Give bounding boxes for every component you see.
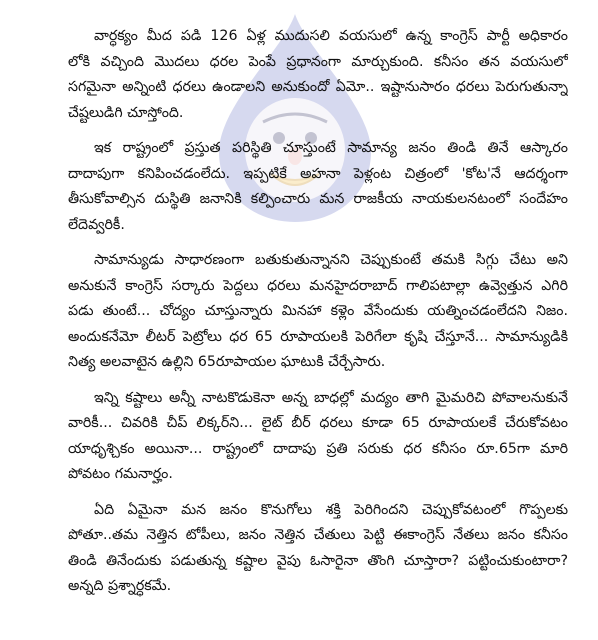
text-line: పోవటం గమనార్హం. — [68, 466, 173, 482]
text-line: తీసుకోవాల్సిన దుస్థితి జనానికి కల్పించారు మన రాజకీయ నాయకులనటంలో సందేహం — [68, 191, 568, 207]
text-line: ఇక రాష్ట్రంలో ప్రస్తుత పరిస్థితి చూస్తుంటే సామాన్య జనం తిండి తినే ఆస్కారం — [94, 140, 568, 156]
paragraph-4 — [68, 386, 568, 488]
paragraph-2 — [68, 136, 568, 238]
text-line: లేదెవ్వరికీ. — [68, 216, 125, 233]
text-line: నిత్య అలవాటైన ఉల్లిని 65రూపాయల ఘాటుకి చేర్చేసారు. — [68, 354, 386, 370]
text-line: ఏది ఏమైనా మన జనం కొనుగోలు శక్తి పెరిగిందని చెప్పుకోవటంలో గొప్పలకు — [94, 501, 568, 518]
text-line: వారికీ... చివరికి చీప్ లిక్కర్‌ని... లైట్ బీర్ ధరలు కూడా 65 రూపాయలకే చేరుకోవటం — [68, 415, 568, 431]
text-line: వార్ధక్యం మీద పడి 126 ఏళ్ల ముదుసలి వయసులో ఉన్న కాంగ్రెస్ పార్టీ అధికారం — [94, 28, 568, 44]
paragraph-1 — [68, 24, 568, 126]
text-line: దాదాపుగా కనిపించడంలేదు. ఇప్పటికే అహనా పెళ్లంట చిత్రంలో 'కోట'నే ఆదర్శంగా — [68, 165, 568, 182]
paragraph-3 — [68, 248, 568, 376]
text-line: అనుకునే కాంగ్రెస్ సర్కారు పెద్దలు ధరలు మనహైదరాబాద్ గాలిపటాల్లా ఉవ్వెత్తున ఎగిరి — [68, 277, 568, 294]
text-line: యాధృశ్చికం అయినా... రాష్ట్రంలో దాదాపు ప్రతి సరుకు ధర కనీసం రూ.65గా మారి — [68, 440, 568, 457]
text-line: సగమైనా అన్నింటి ధరలు ఉండాలని అనుకుందో ఏమో.. ఇష్టానుసారం ధరలు పెరుగుతున్నా — [68, 79, 568, 95]
text-line: అన్నది ప్రశ్నార్ధకమే. — [68, 578, 172, 594]
article-body — [68, 24, 568, 610]
text-line: తిండి తినేందుకు పడుతున్న కష్టాల వైపు ఓసారైనా తొంగి చూస్తారా? పట్టించుకుంటారా? — [68, 552, 568, 569]
text-line: పోతూ..తమ నెత్తిన టోపీలు, జనం నెత్తిన చేతులు పెట్టి ఈకాంగ్రెస్ నేతలు జనం కనీసం — [68, 527, 568, 543]
text-line: పడు తుంటే... చోద్యం చూస్తున్నారు మినహా కళ్లెం వేసేందుకు యత్నించడంలేదని నిజం. — [68, 303, 568, 319]
text-line: సామాన్యుడు సాధారణంగా బతుకుతున్నానని చెప్పుకుంటే తమకి సిగ్గు చేటు అని — [94, 252, 568, 268]
paragraph-5 — [68, 498, 568, 600]
text-line: చేష్టలుడిగి చూస్తోంది. — [68, 104, 184, 121]
text-line: లోకి వచ్చింది మొదలు ధరల పెంపే ప్రధానంగా మార్చుకుంది. కనీసం తన వయసులో — [68, 53, 568, 70]
text-line: అందుకనేమో లీటర్ పెట్రోలు ధర 65 రూపాయలకి పెరిగేలా కృషి చేస్తూనే... సామాన్యుడికి — [68, 328, 568, 345]
text-line: ఇన్ని కష్టాలు అన్నీ నాటకొడుకెనా అన్న బాధల్లో మద్యం తాగి మైమరిచి పోవాలనుకునే — [94, 389, 568, 406]
